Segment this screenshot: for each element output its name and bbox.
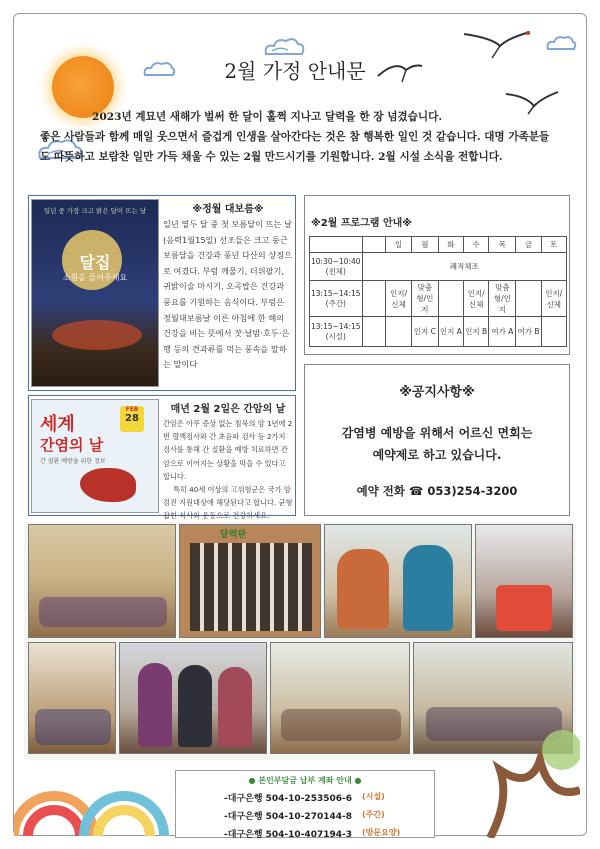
reservation-phone: 예약 전화 ☎ 053)254-3200: [356, 484, 518, 498]
intro-text: [40, 107, 550, 167]
liver-text: 간암은 아무 증상 없는 침묵의 암 1년에 2번 혈액검사와 간 초음파 검사 등 2가지 검사를 통해 간 질환을 예방 치료하면 간암으로 이어지는 상황을 막을 수 있다고 합니다.: [163, 419, 293, 481]
table-cell: 맞춤형/인지: [489, 281, 516, 317]
poster-subtitle: 소원을 들어주세요: [62, 273, 128, 282]
table-cell: 여가 B: [516, 317, 541, 347]
poster-title-line1: 세계: [40, 414, 75, 435]
program-table: [309, 236, 567, 347]
bank-account-row: [224, 827, 434, 840]
bank-account-box: [175, 770, 435, 838]
notice-title: ※공지사항※: [399, 385, 475, 400]
time-cell: 13:15~14:15 (주간): [310, 281, 363, 317]
daeboreum-text: 일년 열두 달 중 첫 보름달이 뜨는 날(음력1월15일) 선조들은 크고 둥근 보름달을 건강과 풍년 다산의 상징으로 여겼다. 부럼 깨물기, 더위팔기, 귀밝이술 마시기, 오곡밥은 건강과 풍요를 기원하는 음식이다. 부럼은 정월대보름날 이른 아침에 한 해의 건강을 비는 뜻에서 잣·날밤·호두·은행 등의 견과류를 먹는 풍속을 말하는 말이다: [163, 219, 293, 370]
day-header: 수: [463, 237, 488, 253]
account-tag: (주간): [362, 810, 385, 819]
liver-day-section: [28, 395, 296, 521]
poster-subtitle: 간 질환 예방을 위한 정보: [40, 458, 106, 465]
daeboreum-title: ※정월 대보름※: [192, 204, 264, 215]
resident-image: [138, 663, 172, 747]
account-number: -대구은행 504-10-270144-8: [224, 812, 352, 822]
board-label: 달력판: [220, 530, 247, 540]
crane-icon: [462, 28, 532, 68]
poster-title-line2: 간염의 날: [40, 436, 104, 454]
table-cell: [541, 317, 566, 347]
activity-photo: [28, 524, 176, 638]
time-cell: 10:30~10:40 (전체): [310, 253, 363, 281]
day-header: 월: [411, 237, 438, 253]
photo-collage: [24, 522, 576, 760]
program-section: [304, 195, 570, 355]
day-header: 금: [516, 237, 541, 253]
liver-title: 매년 2월 2일은 간암의 날: [170, 404, 286, 415]
activity-photo: [119, 642, 267, 754]
bank-title: ● 본인부담금 납부 계좌 안내 ●: [248, 776, 362, 785]
poster-title: 달집: [79, 253, 111, 272]
page-title: 2월 가정 안내문: [224, 59, 366, 83]
cloud-icon: [545, 34, 577, 57]
daeboreum-section: [28, 195, 296, 391]
table-cell: 인지 A: [438, 317, 463, 347]
table-row: [310, 317, 567, 347]
table-row: [310, 281, 567, 317]
time-cell: 13:15~14:15 (시설): [310, 317, 363, 347]
activity-photo: [28, 642, 116, 754]
merged-cell: 쾌적체조: [362, 253, 566, 281]
intro-line: 좋은 사람들과 함께 매일 웃으면서 즐겁게 인생을 살아간다는 것은 참 행복한 일인 것 같습니다. 대명 가족분들도 따뜻하고 보람찬 일만 가득 채울 수 있는 2월 만드시기를 기원합니다. 2월 시설 소식을 전합니다.: [40, 131, 550, 163]
table-cell: 인지/신체: [541, 281, 566, 317]
daeboreum-text-area: [163, 200, 293, 373]
day-header: 화: [438, 237, 463, 253]
table-header-row: [310, 237, 567, 253]
notice-line: 감염병 예방을 위해서 어르신 면회는: [341, 426, 533, 440]
cloud-icon: [142, 60, 176, 83]
account-number: -대구은행 504-10-253506-6: [224, 794, 352, 804]
residents-image: [35, 709, 111, 745]
liver-text-area: [163, 400, 293, 523]
account-tag: (방문요양): [362, 828, 401, 837]
resident-image: [178, 665, 212, 747]
bank-account-row: [224, 809, 434, 822]
dining-room-image: [281, 709, 401, 741]
bonfire-dance-image: [52, 320, 142, 350]
table-row: [310, 253, 567, 281]
activity-photo: [324, 524, 472, 638]
table-cell: [516, 281, 541, 317]
badge-day: 28: [125, 413, 139, 424]
day-header: 목: [489, 237, 516, 253]
table-cell: 인지 B: [463, 317, 488, 347]
notice-section: [304, 364, 570, 516]
seated-residents-image: [39, 597, 167, 627]
table-cell: 인지 C: [411, 317, 438, 347]
staff-image: [403, 545, 453, 631]
table-cell: [310, 237, 363, 253]
account-number: -대구은행 504-10-407194-3: [224, 830, 352, 840]
intro-line: 2023년 계묘년 새해가 벌써 한 달이 훌쩍 지나고 달력을 한 장 넘겼습니다.: [92, 111, 443, 123]
bank-account-row: [224, 791, 434, 804]
table-cell: [362, 281, 386, 317]
poster-caption: 일년 중 가장 크고 밝은 달이 뜨는 날: [43, 207, 147, 215]
table-cell: 인지/신체: [463, 281, 488, 317]
table-cell: [362, 317, 386, 347]
tree-illustration: [470, 730, 580, 842]
resident-image: [337, 549, 389, 629]
liver-text: 특히 40세 이상의 고위험군은 국가 암 검진 지원대상에 해당된다고 합니다. 균형 잡힌 식사와 운동으로 건강하세요.: [163, 485, 293, 521]
table-cell: [362, 237, 386, 253]
table-cell: 인지/신체: [386, 281, 411, 317]
resident-image: [218, 667, 252, 747]
badge-month: FEB: [125, 406, 139, 413]
liver-illustration: [80, 468, 136, 502]
calendar-badge-icon: [120, 406, 144, 432]
colorful-equipment-image: [496, 585, 552, 631]
board-cards-image: [190, 543, 312, 631]
notice-line: 예약제로 하고 있습니다.: [372, 448, 502, 462]
liver-day-poster: [31, 399, 159, 513]
table-cell: [438, 281, 463, 317]
calendar-board-photo: [179, 524, 321, 638]
daeboreum-poster: [31, 199, 159, 387]
day-header: 일: [386, 237, 411, 253]
program-title: ※2월 프로그램 안내※: [311, 218, 412, 229]
activity-photo: [475, 524, 573, 638]
account-tag: (시설): [362, 792, 385, 801]
activity-photo: [270, 642, 410, 754]
day-header: 토: [541, 237, 566, 253]
table-cell: 여가 A: [489, 317, 516, 347]
rainbow-hills-illustration: [14, 758, 174, 840]
table-cell: 맞춤형/인지: [411, 281, 438, 317]
table-cell: [386, 317, 411, 347]
